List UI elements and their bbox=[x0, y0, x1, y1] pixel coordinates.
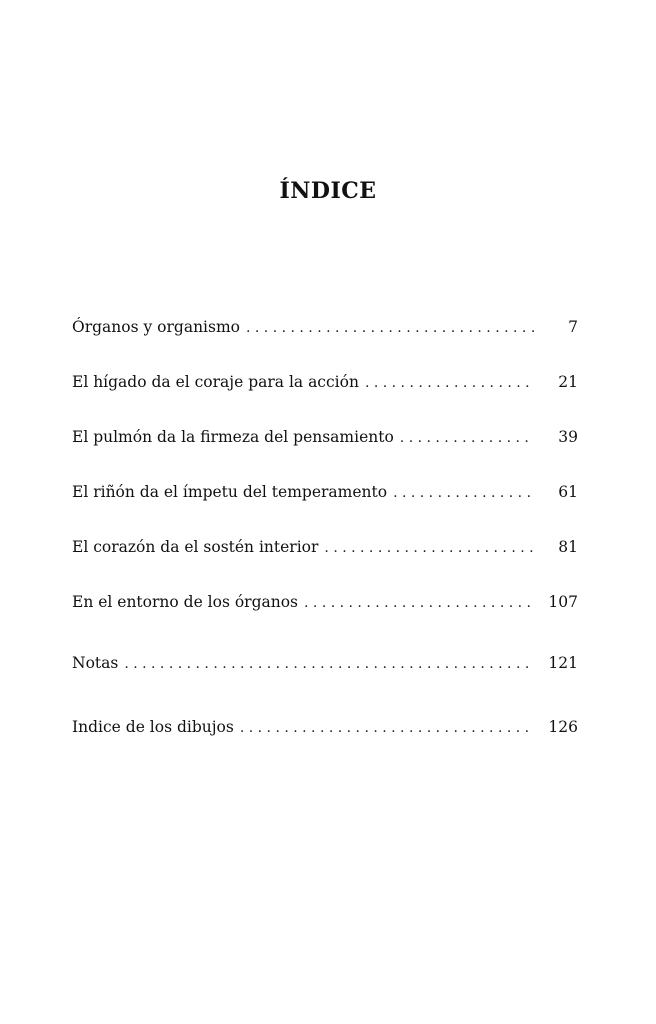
toc-page-number: 107 bbox=[548, 593, 578, 611]
toc-entry[interactable] bbox=[72, 652, 578, 674]
toc-entry[interactable] bbox=[72, 536, 578, 558]
toc-entry[interactable] bbox=[72, 371, 578, 393]
dot-leader bbox=[124, 653, 534, 675]
toc-entry-title: En el entorno de los órganos bbox=[72, 593, 299, 611]
toc-entry[interactable] bbox=[72, 591, 578, 613]
toc-entry-title: Órganos y organismo bbox=[72, 318, 240, 336]
toc-entry-title: El pulmón da la firmeza del pensamiento bbox=[72, 428, 394, 446]
dot-leader bbox=[240, 717, 534, 739]
toc-page-number: 21 bbox=[558, 373, 578, 391]
dot-leader bbox=[246, 317, 534, 339]
toc-entry[interactable] bbox=[72, 716, 578, 738]
dot-leader bbox=[393, 482, 534, 504]
dot-leader bbox=[324, 537, 534, 559]
toc-entry-title: El riñón da el ímpetu del temperamento bbox=[72, 483, 388, 501]
toc-entry-title: Notas bbox=[72, 654, 119, 672]
toc-page-number: 61 bbox=[558, 483, 578, 501]
dot-leader bbox=[400, 427, 534, 449]
toc-page-number: 126 bbox=[548, 718, 578, 736]
toc-entry-title: Indice de los dibujos bbox=[72, 718, 234, 736]
toc-entry[interactable] bbox=[72, 481, 578, 503]
toc-page-number: 7 bbox=[568, 318, 578, 336]
dot-leader bbox=[304, 592, 534, 614]
toc-page-number: 81 bbox=[558, 538, 578, 556]
toc-page-number: 39 bbox=[558, 428, 578, 446]
toc-entry[interactable] bbox=[72, 426, 578, 448]
toc-entry[interactable] bbox=[72, 316, 578, 338]
toc-page-number: 121 bbox=[548, 654, 578, 672]
toc-entry-title: El corazón da el sostén interior bbox=[72, 538, 319, 556]
page-title: ÍNDICE bbox=[279, 178, 377, 204]
toc-entry-title: El hígado da el coraje para la acción bbox=[72, 373, 359, 391]
dot-leader bbox=[365, 372, 534, 394]
